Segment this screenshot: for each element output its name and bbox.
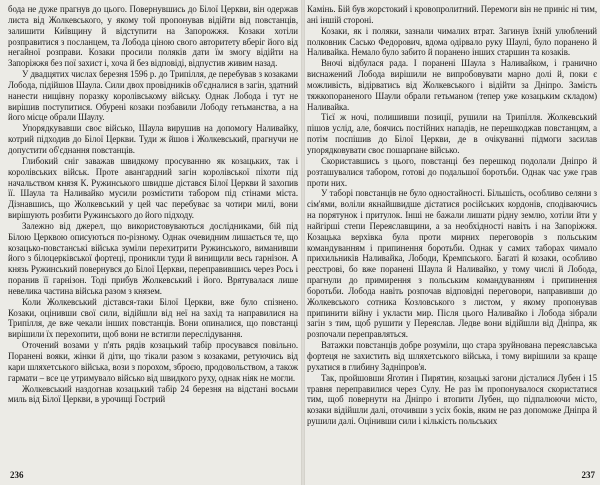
- paragraph: Скориставшись з цього, повстанці без перешкод подолали Дніпро й розташувалися табором, готові до подальшої боротьби. Однак час уже грав проти них.: [307, 155, 597, 188]
- paragraph: бода не дуже прагнув до цього. Повернувшись до Білої Церкви, він одержав листа від Жолкевського, у якому той пропонував відійти від повстанців, залишити Київщину й відступити на Запорожжя. Козаки хотіли розправитися з посланцем, та Лобода ціною свого авторитету вберіг його від негайної розправи. Козаки просили поляків дати їм змогу відійти на Запоріжжя без пої захист і, хоча й без відповіді, відпустив живим назад.: [8, 4, 298, 69]
- page-number: 237: [581, 470, 595, 480]
- paragraph: Тієї ж ночі, полишивши позиції, рушили на Трипілля. Жолкевський пішов услід, але, боячись постійних нападів, не перешкоджав повстанцям, а потім поспішив до Білої Церкви, де в очікуванні підмоги засилав упорядковувати своє пошарпане військо.: [307, 112, 597, 155]
- paragraph: У двадцятих числах березня 1596 р. до Трипілля, де перебував з козаками Лобода, підійшов Шаула. Сили двох провідників об'єдналися в загін, здатний нанести нищівну поразку королівському війську. Однак Лобода і тут не вирішив поступитися. Обурені козаки позбавили Лободу гетьманства, а на його місце обрали Шаулу.: [8, 69, 298, 123]
- paragraph: Ватажки повстанців добре розуміли, що стара зруйнована переяславська фортеця не захистить від шляхетського війська, і тому вирішили за краще рухатися в глибину Задніпров'я.: [307, 340, 597, 372]
- book-gutter: [301, 0, 305, 485]
- paragraph: Глибокий сніг заважав швидкому просуванню як козацьких, так і королівських військ. Проте авангардний загін королівської піхоти під начальством князя К. Ружинського швидше дістався Білої Церкви й захопив її. Шаула та Наливайко мусили розмістити табором під стінами міста. Дізнавшись, що Жолкевський у цей час перебуває за чотири милі, вони вирішують розбити Ружинського до його підходу.: [8, 155, 298, 221]
- right-page: [307, 4, 597, 482]
- paragraph: Козаки, як і поляки, зазнали чималих втрат. Загинув їхній улюблений полковник Сасько Федорович, вдома одірвало руку Шаулі, було поранено й Наливайка. Немало було забито й поранено інших старшин та козаків.: [307, 25, 597, 58]
- paragraph: Так, пройшовши Яготин і Пирятин, козацькі загони дісталися Лубен і 15 травня переправилися через Сулу. Не раз їм пропонувалося скористатися тим, щоб повернути на Дніпро і втопити Лубен, що підпалюючи місто, козаки відійшли далі, оточивши з усіх боків, яким не раз допоможе Дніпра й рушили далі. Оцінивши сили і кількість польських: [307, 372, 597, 427]
- paragraph: Оточений возами у п'ять рядів козацький табір просувався повільно. Поранені вояки, жінки й діти, що тікали разом з козаками, ретуючись від кари шляхетського війська, вози з порохом, зброєю, продовольством, а також гармати – все це утримувало військо від швидкого руху, однак ніяк не могли.: [8, 340, 298, 383]
- page-number: 236: [10, 470, 24, 480]
- paragraph: Жолкевський наздогнав козацький табір 24 березня на відстані восьми миль від Білої Церкви, в урочищі Гострий: [8, 383, 298, 405]
- paragraph: Вночі відбулася рада. І поранені Шаула з Наливайком, і гранично виснажений Лобода вирішили не випробовувати марно долі й, поки є можливість, відірватись від Жолкевського і відійти за Дніпро. Замість тяжкопораненого Шаули обрали гетьманом (тепер уже козацьким складом) Наливайка.: [307, 58, 597, 112]
- paragraph: Камінь. Бій був жорстокий і кровопролитний. Перемоги він не приніс ні тим, ані іншій стороні.: [307, 4, 597, 25]
- paragraph: Залежно від джерел, що використовуваються дослідниками, бій під Білою Церквою описуються по-різному. Однак очевидним лишається те, що козацько-повстанські війська зуміли перехитрити Ружинського, виманивши його з білоцерківської фортеці, проникли туди й винищили весь гарнізон. А князь Ружинський повернувся до Білої Церкви, переправившись через Рось і поранив її гарнізон. Тоді прибув Жолкевський і його. Врятувалася лише невелика частина війська разом з князем.: [8, 220, 298, 296]
- left-page: [8, 4, 298, 482]
- paragraph: Коли Жолкевський дістався-таки Білої Церкви, вже було спізнено. Козаки, оцінивши свої сили, відійшли від неї на захід та направилися на Трипілля, де вже чекали інших повстанців. Вони опиналися, що повстанці вирішили їх перехопити, щоб вони не встигли переслідування.: [8, 296, 298, 340]
- paragraph: У таборі повстанців не було одностайності. Більшість, особливо селяни з сім'ями, воліли якнайшвидше дістатися російських кордонів, сподіваючись на порятунок і притулок. Інші не бажали лишати рідну землю, хотіли йти у найгірші степи Переяславщини, а за необхідності навіть і на Запоріжжя. Козацька верхівка була проти мирних переговорів з польським командуванням і припинення боротьби. Однак у самих таборах чимало прихильників Наливайка, Лободи, Кремпського. Багаті й козаки, особливо реєстрові, бо вже поранені Шаула й Наливайко, у тому числі й Лобода, прагнули до примирення з польським командуванням і припинення боротьби. Лобода навіть розпочав відповідні переговори, направивши до Жолкевського сотника Козловського з листом, у якому пропонував припинити війну і укласти мир. Після цього Наливайко і Лобода зібрали загін з тим, щоб рушити у Переяслав. Ледве вони відійшли від Дніпра, як розпочали переправляться.: [307, 188, 597, 340]
- paragraph: Упорядкувавши своє військо, Шаула вирушив на допомогу Наливайку, котрий підходив до Білої Церкви. Туди ж йшов і Жолкевський, прагнучи не допустити об'єднання повстанців.: [8, 123, 298, 155]
